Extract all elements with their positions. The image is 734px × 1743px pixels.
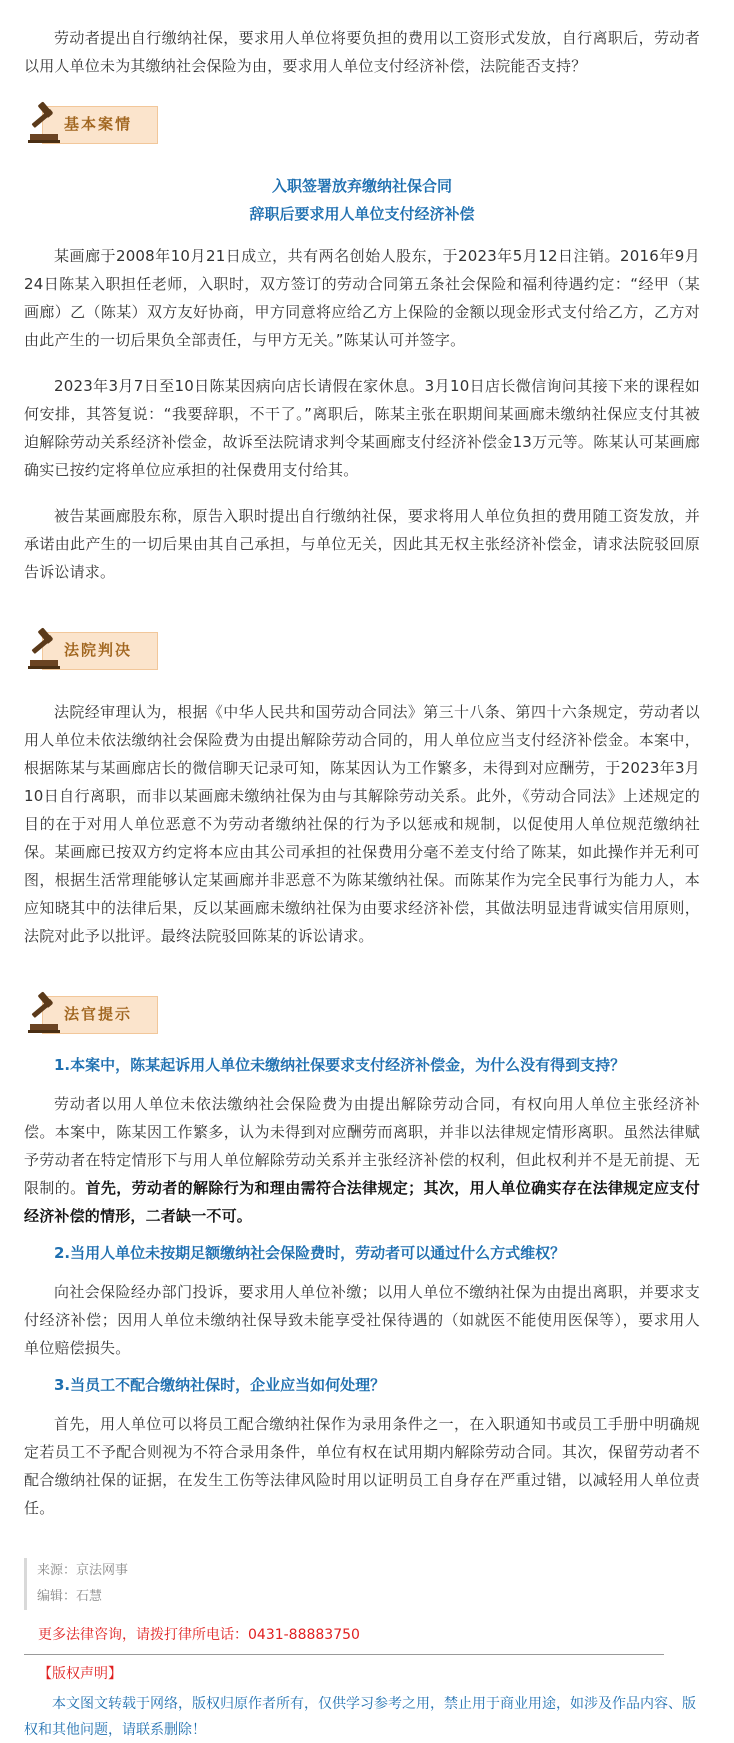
case-heading-2: 辞职后要求用人单位支付经济补偿 [249,205,475,223]
copyright-text: 本文图文转载于网络，版权归原作者所有，仅供学习参考之用，禁止用于商业用途，如涉及作品内容、版权和其他问题，请联系删除！ [24,1696,696,1738]
answer-1 [24,1090,700,1230]
case-heading-1: 入职签署放弃缴纳社保合同 [271,177,452,195]
answer-1-text: 劳动者以用人单位未依法缴纳社会保险费为由提出解除劳动合同，有权向用人单位主张经济补偿。本案中，陈某因工作繁多，认为未得到对应酬劳而离职，并非以法律规定情形离职。虽然法律赋予劳动者在特定情形下与用人单位解除劳动关系并主张经济补偿的权利，但此权利并不是无前提、无限制的。 [24,1095,700,1197]
case-paragraph: 某画廊于2008年10月21日成立，共有两名创始人股东，于2023年5月12日注销。2016年9月24日陈某入职担任老师，入职时，双方签订的劳动合同第五条社会保险和福利待遇约定：“经甲（某画廊）乙（陈某）双方友好协商，甲方同意将应给乙方上保险的金额以现金形式支付给乙方，乙方对由此产生的一切后果负全部责任，与甲方无关。”陈某认可并签字。 [24,247,700,349]
section-header-basic-facts [24,98,700,150]
question-3: 3.当员工不配合缴纳社保时，企业应当如何处理？ [54,1376,386,1394]
answer-3: 首先，用人单位可以将员工配合缴纳社保作为录用条件之一，在入职通知书或员工手册中明确规定若员工不予配合则视为不符合录用条件，单位有权在试用期内解除劳动合同。其次，保留劳动者不配合缴纳社保的证据，在发生工伤等法律风险时用以证明员工自身存在严重过错，以减轻用人单位责任。 [24,1415,700,1517]
source-block [24,1558,700,1610]
section-header-judgment [24,624,700,676]
question-2: 2.当用人单位未按期足额缴纳社会保险费时，劳动者可以通过什么方式维权？ [54,1244,566,1262]
editor-line: 编辑：石慧 [37,1589,103,1604]
source-line: 来源：京法网事 [37,1563,129,1578]
answer-1-emphasis: 首先，劳动者的解除行为和理由需符合法律规定；其次，用人单位确实存在法律规定应支付经济补偿的情形，二者缺一不可。 [24,1179,700,1225]
section-header-judge-tips [24,988,700,1040]
divider [24,1654,664,1655]
case-paragraph: 被告某画廊股东称，原告入职时提出自行缴纳社保，要求将用人单位负担的费用随工资发放，并承诺由此产生的一切后果由其自己承担，与单位无关，因此其无权主张经济补偿金，请求法院驳回原告诉讼请求。 [24,507,700,581]
article [24,24,700,1743]
section-title: 基本案情 [64,115,133,133]
section-title: 法官提示 [64,1005,133,1023]
copyright-title: 【版权声明】 [38,1666,122,1682]
hotline-text: 更多法律咨询，请拨打律所电话：0431-88883750 [38,1627,360,1643]
answer-2: 向社会保险经办部门投诉，要求用人单位补缴；以用人单位不缴纳社保为由提出离职，并要求支付经济补偿；因用人单位未缴纳社保导致未能享受社保待遇的（如就医不能使用医保等），要求用人单位赔偿损失。 [24,1283,700,1357]
intro-paragraph: 劳动者提出自行缴纳社保，要求用人单位将要负担的费用以工资形式发放，自行离职后，劳动者以用人单位未为其缴纳社会保险为由，要求用人单位支付经济补偿，法院能否支持？ [24,29,700,75]
case-paragraph: 2023年3月7日至10日陈某因病向店长请假在家休息。3月10日店长微信询问其接下来的课程如何安排，其答复说：“我要辞职，不干了。”离职后，陈某主张在职期间某画廊未缴纳社保应支付其被迫解除劳动关系经济补偿金，故诉至法院请求判令某画廊支付经济补偿金13万元等。陈某认可某画廊确实已按约定将单位应承担的社保费用支付给其。 [24,377,700,479]
judgment-paragraph: 法院经审理认为，根据《中华人民共和国劳动合同法》第三十八条、第四十六条规定，劳动者以用人单位未依法缴纳社会保险费为由提出解除劳动合同的，用人单位应当支付经济补偿金。本案中，根据陈某与某画廊店长的微信聊天记录可知，陈某因认为工作繁多，未得到对应酬劳，于2023年3月10日自行离职，而非以某画廊未缴纳社保为由与其解除劳动关系。此外，《劳动合同法》上述规定的目的在于对用人单位恶意不为劳动者缴纳社保的行为予以惩戒和规制，以促使用人单位规范缴纳社保。某画廊已按双方约定将本应由其公司承担的社保费用分毫不差支付给了陈某，如此操作并无利可图，根据生活常理能够认定某画廊并非恶意不为陈某缴纳社保。而陈某作为完全民事行为能力人，本应知晓其中的法律后果，反以某画廊未缴纳社保为由要求经济补偿，其做法明显违背诚实信用原则，法院对此予以批评。最终法院驳回陈某的诉讼请求。 [24,703,700,945]
question-1: 1.本案中，陈某起诉用人单位未缴纳社保要求支付经济补偿金，为什么没有得到支持？ [54,1056,626,1074]
section-title: 法院判决 [64,641,133,659]
